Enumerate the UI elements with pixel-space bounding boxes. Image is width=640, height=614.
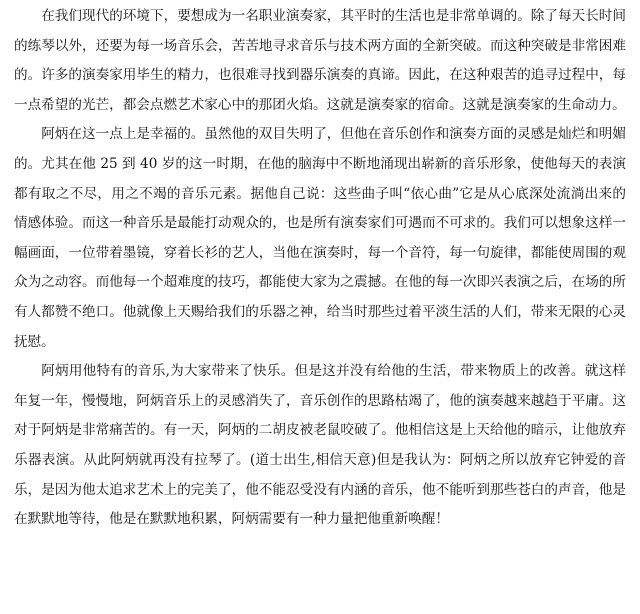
document-body xyxy=(14,2,626,535)
paragraph-1: 在我们现代的环境下，要想成为一名职业演奏家，其平时的生活也是非常单调的。除了每天长时间的练琴以外，还要为每一场音乐会，苦苦地寻求音乐与技术两方面的全新突破。而这种突破是非常困难的。许多的演奏家用毕生的精力，也很难寻找到器乐演奏的真谛。因此，在这种艰苦的追寻过程中，每一点希望的光芒，都会点燃艺术家心中的那团火焰。这就是演奏家的宿命。这就是演奏家的生命动力。 xyxy=(14,8,626,113)
paragraph-3: 阿炳用他特有的音乐,为大家带来了快乐。但是这并没有给他的生活，带来物质上的改善。就这样年复一年，慢慢地，阿炳音乐上的灵感消失了，音乐创作的思路枯竭了，他的演奏越来越趋于平庸。这对于阿炳是非常痛苦的。有一天，阿炳的二胡皮被老鼠咬破了。他相信这是上天给他的暗示，让他放弃乐器表演。从此阿炳就再没有拉琴了。(道士出生,相信天意)但是我认为：阿炳之所以放弃它钟爱的音乐，是因为他太追求艺术上的完美了，他不能忍受没有内涵的音乐，他不能听到那些苍白的声音，他是在默默地等待，他是在默默地积累，阿炳需要有一种力量把他重新唤醒！ xyxy=(14,363,626,528)
paragraph-2: 阿炳在这一点上是幸福的。虽然他的双目失明了，但他在音乐创作和演奏方面的灵感是灿烂和明媚的。尤其在他 25 到 40 岁的这一时期，在他的脑海中不断地涌现出崭新的音乐形象，使他每天的表演都有取之不尽，用之不竭的音乐元素。据他自己说：这些曲子叫“依心曲”它是从心底深处流淌出来的情感体验。而这一种音乐是最能打动观众的，也是所有演奏家们可遇而不可求的。我们可以想象这样一幅画面，一位带着墨镜，穿着长衫的艺人，当他在演奏时，每一个音符，每一句旋律，都能使周围的观众为之动容。而他每一个超难度的技巧，都能使大家为之震撼。在他的每一次即兴表演之后，在场的所有人都赞不绝口。他就像上天赐给我们的乐器之神，给当时那些过着平淡生活的人们，带来无限的心灵抚慰。 xyxy=(14,126,626,350)
